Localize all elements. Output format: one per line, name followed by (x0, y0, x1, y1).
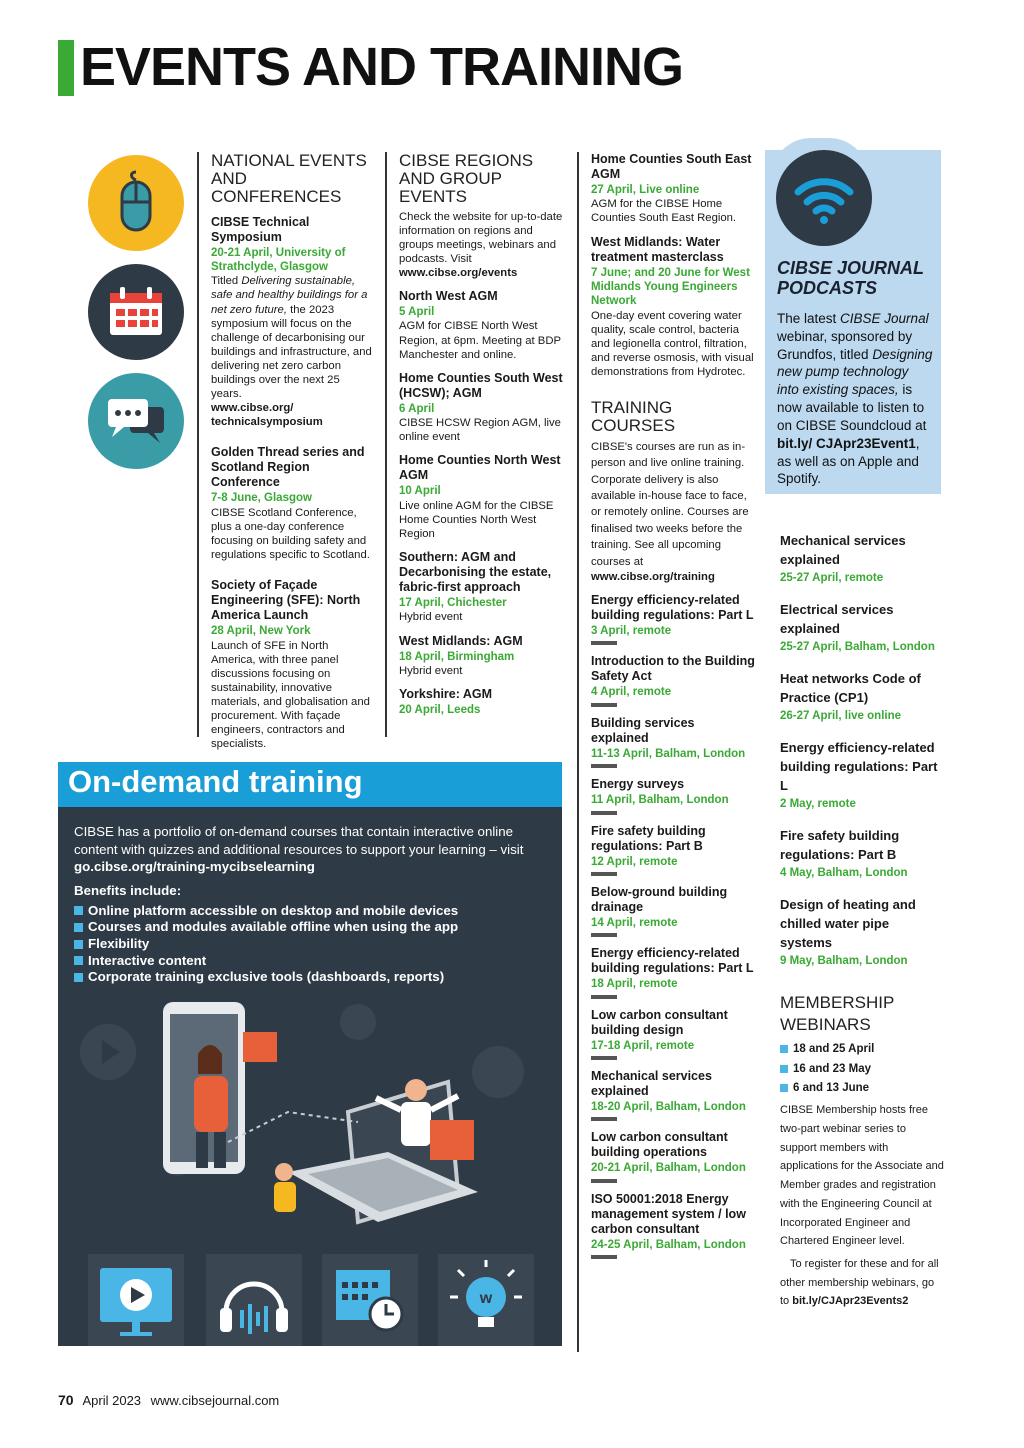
course-date: 17-18 April, remote (591, 1039, 695, 1052)
chat-bubbles-icon (88, 373, 184, 469)
event-description: Titled Delivering sustainable, safe and healthy buildings for a net zero future, the 2023 symposium will focus on the challenge of decarbonising our buildings and infrastructure, and delivering net zero carbon buildings over the next 25 years. (211, 275, 372, 401)
student-icon (274, 1163, 296, 1252)
course-date: 11-13 April, Balham, London (591, 747, 746, 760)
event-title: Society of Façade Engineering (SFE): North America Launch (211, 578, 361, 623)
list-item: Flexibility (74, 936, 546, 953)
page-number: 70 (58, 1392, 74, 1408)
course-title[interactable]: ISO 50001:2018 Energy management system / low carbon consultant (591, 1191, 746, 1236)
divider (591, 641, 617, 645)
course-title[interactable]: Design of heating and chilled water pipe systems (780, 897, 916, 950)
list-item: Interactive content (74, 953, 546, 970)
course-date: 25-27 April, remote (780, 571, 884, 584)
event-title: Golden Thread series and Scotland Region Conference (211, 445, 365, 490)
event-description: Live online AGM for the CIBSE Home Counties North West Region (399, 499, 554, 540)
course-date: 26-27 April, live online (780, 709, 902, 722)
training-link[interactable]: www.cibse.org/training (591, 570, 715, 583)
courses-membership-column (768, 532, 944, 1311)
divider (591, 811, 617, 815)
course-date: 18-20 April, Balham, London (591, 1101, 746, 1114)
event-title: Southern: AGM and Decarbonising the estate, fabric-first approach (399, 550, 552, 595)
course-title[interactable]: Low carbon consultant building operations (591, 1130, 728, 1160)
course-date: 25-27 April, Balham, London (780, 640, 935, 653)
podcast-link[interactable]: bit.ly/ CJApr23Event1 (777, 435, 916, 451)
regions-link[interactable]: www.cibse.org/events (399, 266, 518, 279)
wifi-signal-icon (776, 150, 872, 246)
regions-heading: CIBSE REGIONS AND GROUP EVENTS (399, 151, 534, 206)
site-link[interactable]: www.cibsejournal.com (150, 1393, 280, 1408)
event-title: West Midlands: Water treatment masterclass (591, 234, 724, 264)
national-events-heading: NATIONAL EVENTS AND CONFERENCES (211, 151, 367, 206)
event-title: Home Counties South East AGM (591, 152, 752, 181)
course-title[interactable]: Mechanical services explained (591, 1069, 712, 1099)
event-description: Launch of SFE in North America, with three panel discussions focusing on sustainability, innovative materials, and globalisation and procurement. With façade engineers, contractors and specialists. (211, 639, 370, 751)
list-item: Corporate training exclusive tools (dashboards, reports) (74, 969, 546, 986)
list-item: Online platform accessible on desktop and mobile devices (74, 903, 546, 920)
training-column (577, 152, 755, 1352)
course-date: 14 April, remote (591, 916, 678, 929)
course-date: 12 April, remote (591, 855, 678, 868)
course-title[interactable]: Energy efficiency-related building regulations: Part L (780, 740, 938, 793)
event-date: 7-8 June, Glasgow (211, 492, 312, 505)
course-date: 9 May, Balham, London (780, 954, 908, 967)
course-date: 4 May, Balham, London (780, 866, 908, 879)
list-item: 16 and 23 May (780, 1062, 944, 1076)
event-title: West Midlands: AGM (399, 633, 523, 648)
regions-events-column (385, 152, 563, 737)
national-events-column (197, 151, 373, 751)
event-description: AGM for CIBSE North West Region, at 6pm. Meeting at BDP Manchester and online. (399, 320, 561, 361)
course-date: 4 April, remote (591, 686, 672, 699)
course-date: 20-21 April, Balham, London (591, 1162, 746, 1175)
benefits-label: Benefits include: (74, 883, 182, 899)
divider (591, 1117, 617, 1121)
event-date: 28 April, New York (211, 625, 311, 638)
training-intro: CIBSE's courses are run as in-person and live online training. Corporate delivery is also available in-house face to face, or remotely online. Courses are finalised two weeks before the training. See all upcoming courses at (591, 440, 749, 568)
divider (591, 1056, 617, 1060)
divider (591, 872, 617, 876)
course-title[interactable]: Electrical services explained (780, 602, 894, 636)
course-title[interactable]: Fire safety building regulations: Part B (780, 828, 900, 862)
event-description: One-day event covering water quality, scale control, bacteria and legionella control, filtration, and reverse osmosis, with visual demonstrations from Hydrotec. (591, 309, 754, 379)
podcast-heading: CIBSE JOURNAL PODCASTS (777, 258, 924, 298)
membership-link[interactable]: bit.ly/CJApr23Events2 (792, 1295, 909, 1308)
issue-date: April 2023 (82, 1393, 142, 1408)
page-title: EVENTS AND TRAINING (80, 37, 684, 97)
svg-text:w: w (479, 1290, 493, 1307)
section-icons (88, 155, 184, 482)
calendar-icon (88, 264, 184, 360)
event-date: 27 April, Live online (591, 184, 700, 196)
course-title[interactable]: Energy surveys (591, 777, 685, 792)
course-title[interactable]: Below-ground building drainage (591, 884, 728, 914)
on-demand-intro: CIBSE has a portfolio of on-demand courses that contain interactive online content with quizzes and additional resources to support your learning – visit go.cibse.org/training-mycibselearning (74, 824, 524, 875)
event-date: 18 April, Birmingham (399, 650, 515, 663)
event-date: 17 April, Chichester (399, 597, 507, 610)
course-date: 24-25 April, Balham, London (591, 1238, 746, 1251)
event-description: CIBSE Scotland Conference, plus a one-day conference focusing on building safety and regulations specific to Scotland. (211, 506, 370, 562)
course-title[interactable]: Energy efficiency-related building regulations: Part L (591, 946, 754, 976)
course-title[interactable]: Energy efficiency-related building regulations: Part L (591, 593, 754, 623)
symposium-link[interactable]: www.cibse.org/ technicalsymposium (211, 402, 323, 429)
divider (591, 703, 617, 707)
event-description: AGM for the CIBSE Home Counties South East Region. (591, 198, 737, 225)
list-item: 18 and 25 April (780, 1042, 944, 1056)
training-heading: TRAINING COURSES (591, 398, 676, 436)
on-demand-heading: On-demand training (58, 762, 562, 807)
event-description: CIBSE HCSW Region AGM, live online event (399, 417, 561, 444)
event-description: Hybrid event (399, 611, 463, 624)
divider (591, 1179, 617, 1183)
divider (591, 764, 617, 768)
course-date: 3 April, remote (591, 625, 672, 638)
course-title[interactable]: Introduction to the Building Safety Act (591, 654, 755, 684)
event-date: 20-21 April, University of Strathclyde, Glasgow (211, 246, 346, 273)
course-title[interactable]: Fire safety building regulations: Part B (591, 823, 706, 853)
page-footer (58, 1392, 279, 1408)
course-date: 18 April, remote (591, 978, 678, 991)
list-item: Courses and modules available offline when using the app (74, 919, 546, 936)
event-title: North West AGM (399, 289, 498, 304)
benefits-list (74, 903, 546, 986)
divider (591, 995, 617, 999)
podcast-body: The latest CIBSE Journal webinar, sponsored by Grundfos, titled Designing new pump technology into existing spaces, is now available to listen to on CIBSE Soundcloud at bit.ly/ CJApr23Event1, as well as on Apple and Spotify. (777, 311, 933, 487)
regions-intro: Check the website for up-to-date information on regions and groups meetings, webinars and podcasts. Visit (399, 210, 563, 265)
event-title: CIBSE Technical Symposium (211, 214, 310, 244)
event-title: Yorkshire: AGM (399, 687, 493, 702)
list-item: 6 and 13 June (780, 1081, 944, 1095)
membership-register: To register for these and for all other membership webinars, go to bit.ly/CJApr23Events2 (780, 1257, 939, 1308)
course-date: 2 May, remote (780, 797, 856, 810)
online-learning-illustration (58, 992, 562, 1346)
title-accent-bar (58, 40, 74, 96)
course-title[interactable]: Mechanical services explained (780, 533, 906, 567)
course-title[interactable]: Heat networks Code of Practice (CP1) (780, 671, 921, 705)
event-date: 7 June; and 20 June for West Midlands Young Engineers Network (591, 266, 750, 308)
event-title: Home Counties South West (HCSW); AGM (399, 370, 563, 400)
on-demand-link[interactable]: go.cibse.org/training-mycibselearning (74, 859, 315, 875)
event-description: Hybrid event (399, 664, 463, 677)
event-title: Home Counties North West AGM (399, 453, 561, 483)
membership-heading: MEMBERSHIP WEBINARS (780, 993, 894, 1035)
course-title[interactable]: Building services explained (591, 715, 695, 745)
membership-text: CIBSE Membership hosts free two-part webinar series to support members with applications for the Associate and Member grades and registration with the Engineering Council at Incorporated Engineer and Chartered Engineer level. (780, 1104, 944, 1248)
on-demand-panel (58, 762, 562, 1346)
computer-mouse-icon (88, 155, 184, 251)
divider (591, 1255, 617, 1259)
course-date: 11 April, Balham, London (591, 794, 729, 807)
divider (591, 933, 617, 937)
event-date: 20 April, Leeds (399, 704, 481, 717)
event-date: 6 April (399, 402, 435, 415)
event-date: 10 April (399, 485, 441, 498)
course-title[interactable]: Low carbon consultant building design (591, 1007, 728, 1037)
membership-dates (780, 1042, 944, 1095)
event-date: 5 April (399, 306, 435, 319)
on-demand-body (58, 807, 562, 986)
